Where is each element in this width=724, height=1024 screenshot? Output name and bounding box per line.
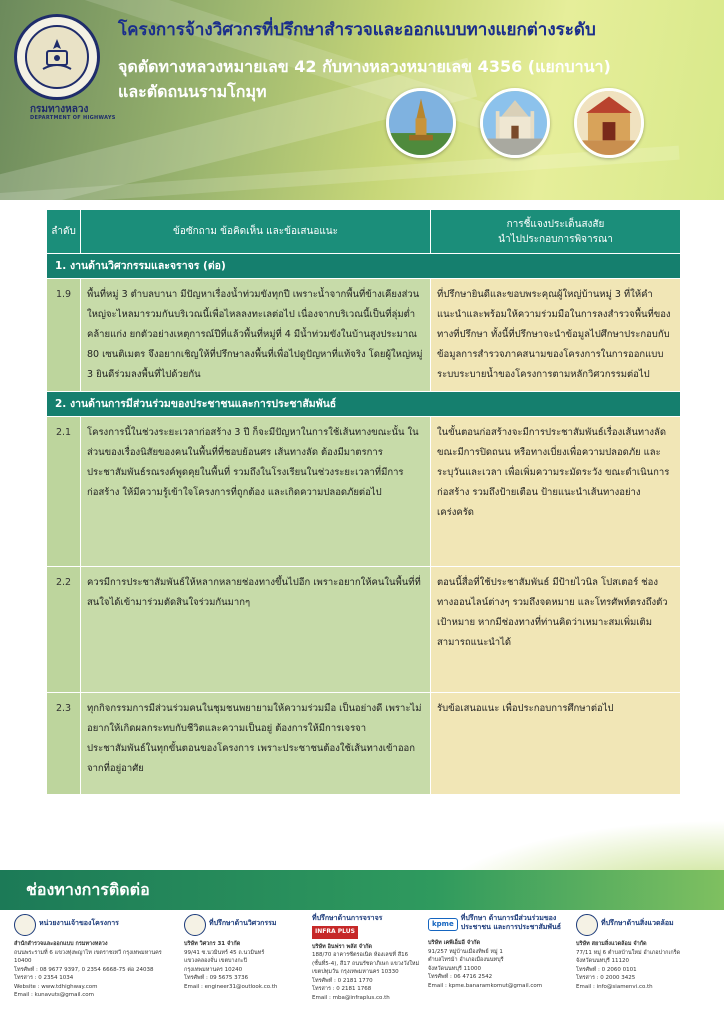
contact-title: ช่องทางการติดต่อ (26, 880, 150, 899)
agency-heading: หน่วยงานเจ้าของโครงการ (39, 919, 119, 927)
agency-name: บริษัท วิศวกร 31 จำกัด (184, 941, 241, 947)
table-row (47, 693, 681, 795)
infraplus-logo: INFRA PLUS (312, 926, 358, 939)
department-name-thai: กรมทางหลวง (30, 104, 89, 115)
company-seal-icon (184, 914, 206, 936)
agency-address: ตำบลไทรม้า อำเภอเมืองนนทบุรี (428, 957, 504, 963)
header-answer-line1: การชี้แจงประเด็นสงสัย (506, 218, 605, 230)
table-row (47, 279, 681, 392)
row-answer: ในขั้นตอนก่อสร้างจะมีการประชาสัมพันธ์เรื่องเส้นทางลัด ขณะมีการปิดถนน หรือทางเบี่ยงเพื่อความปลอดภัย และระบุวันและเวลา เพื่อเพิ่มความระมัดระวัง ขณะดำเนินการก่อสร้าง รวมถึงป้ายเตือน ป้ายแนะนำเส้นทางอย่างเคร่งครัด (431, 417, 681, 567)
header-question: ข้อซักถาม ข้อคิดเห็น และข้อเสนอแนะ (81, 210, 431, 254)
row-question: ควรมีการประชาสัมพันธ์ให้หลากหลายช่องทางขึ้นไปอีก เพราะอยากให้คนในพื้นที่ที่สนใจได้เข้ามาร่วมตัดสินใจร่วมกันมากๆ (81, 567, 431, 693)
agency-address: ถนนพระรามที่ 6 แขวงทุ่งพญาไท เขตราชเทวี กรุงเทพมหานคร 10400 (14, 949, 162, 964)
section-title: 1. งานด้านวิศวกรรมและจราจร (ต่อ) (47, 254, 681, 279)
qa-table (46, 209, 681, 795)
kpme-logo: kpme (428, 918, 458, 931)
project-subtitle-line2: และตัดถนนรามโกมุท (118, 82, 267, 101)
agency-heading: ที่ปรึกษา ด้านการมีส่วนร่วมของประชาชน และการประชาสัมพันธ์ (460, 914, 562, 931)
agency-address: แขวงคลองจั่น เขตบางกะปิ (184, 958, 248, 964)
agency-address: (ชั้นที่5-4), สี17 ถนนรัชดาภิเษก แขวงวังใหม่ (312, 960, 420, 967)
temple-photo-3 (574, 88, 644, 158)
agency-fax: โทรสาร : 0 2000 3425 (576, 975, 636, 981)
contact-area (0, 910, 724, 1024)
section-title: 2. งานด้านการมีส่วนร่วมของประชาชนและการประชาสัมพันธ์ (47, 392, 681, 417)
agency-address: กรุงเทพมหานคร 10240 (184, 966, 243, 973)
agency-fax: โทรสาร : 0 2354 1034 (14, 975, 74, 981)
row-question: พื้นที่หมู่ 3 ตำบลบานา มีปัญหาเรื่องน้ำท่วมขังทุกปี เพราะน้ำจากพื้นที่ข้างเคียงส่วนใหญ่จะไหลมารวมกันบริเวณนี้เพื่อไหลลงทะเลต่อไป เนื่องจากบริเวณนี้เป็นที่ลุ่มต่ำคล้ายแก่ง ยกตัวอย่างเหตุการณ์ปีที่แล้วพื้นที่หมู่ที่ 4 มีน้ำท่วมขังในบ้านสูงประมาณ 80 เซนติเมตร จึงอยากเชิญให้ที่ปรึกษาลงพื้นที่เพื่อไปดูปัญหาที่แท้จริง โดยผู้ใหญ่หมู่ 3 ยินดีร่วมลงพื้นที่ไปด้วยกัน (81, 279, 431, 392)
qa-table-wrapper (46, 209, 680, 795)
agency-environment (576, 914, 716, 991)
row-answer: รับข้อเสนอแนะ เพื่อประกอบการศึกษาต่อไป (431, 693, 681, 795)
agency-website[interactable]: Website : www.tdhighway.com (14, 983, 98, 990)
agency-email[interactable]: Email : engineer31@outlook.co.th (184, 983, 278, 990)
agency-engineering (184, 914, 304, 991)
agency-phone: โทรศัพท์ : 09 5675 3736 (184, 975, 249, 981)
agency-name: บริษัท สยามสิ่งแวดล้อม จำกัด (576, 941, 647, 947)
section-row (47, 392, 681, 417)
agency-owner (14, 914, 174, 1000)
section-row (47, 254, 681, 279)
row-question: โครงการนี้ในช่วงระยะเวลาก่อสร้าง 3 ปี ก็จะมีปัญหาในการใช้เส้นทางขณะนั้น ในส่วนของเรื่องนิสัยของคนในพื้นที่ที่ชอบย้อนศร เส้นทางลัด ต้องมีมาตรการประชาสัมพันธ์รณรงค์พูดคุยในพื้นที่ รวมถึงในโรงเรียนในช่วงระยะเวลาที่มีการก่อสร้าง ให้มีความรู้เข้าใจโครงการที่ถูกต้อง และเกิดความปลอดภัยต่อไป (81, 417, 431, 567)
row-answer: ที่ปรึกษายินดีและขอบพระคุณผู้ใหญ่บ้านหมู่ 3 ที่ให้คำแนะนำและพร้อมให้ความร่วมมือในการลงสำรวจพื้นที่ของทางที่ปรึกษา ทั้งนี้ที่ปรึกษาจะนำข้อมูลไปศึกษาประกอบกับข้อมูลการสำรวจภาคสนามของโครงการในการออกแบบระบบระบายน้ำของโครงการตามหลักวิศวกรรมต่อไป (431, 279, 681, 392)
temple-photo-2 (480, 88, 550, 158)
table-row (47, 567, 681, 693)
row-answer: ตอนนี้สื่อที่ใช้ประชาสัมพันธ์ มีป้ายไวนิล โปสเตอร์ ช่องทางออนไลน์ต่างๆ รวมถึงจดหมาย และโทรศัพท์ตรงถึงตัวเป้าหมาย หากมีช่องทางที่ท่านคิดว่าเหมาะสมเพิ่มเติม สามารถแนะนำได้ (431, 567, 681, 693)
agency-email[interactable]: Email : kunavuts@gmail.com (14, 992, 94, 998)
agency-phone: โทรศัพท์ : 0 2181 1770 (312, 977, 373, 984)
agency-traffic (312, 914, 422, 1002)
agency-email[interactable]: Email : info@siamenvi.co.th (576, 983, 653, 990)
agency-heading: ที่ปรึกษาด้านวิศวกรรม (209, 919, 277, 927)
header-no: ลำดับ (47, 210, 81, 254)
agency-name: บริษัท อินฟรา พลัส จำกัด (312, 943, 373, 950)
agency-phone: โทรศัพท์ : 08 9677 9397, 0 2354 6668-75 ต่อ 24038 (14, 966, 154, 973)
row-number: 2.1 (47, 417, 81, 567)
agency-address: 77/11 หมู่ 6 ตำบลบ้านใหม่ อำเภอปากเกร็ด (576, 949, 681, 956)
project-subtitle-line1: จุดตัดทางหลวงหมายเลข 42 กับทางหลวงหมายเลข 4356 (แยกบานา) (118, 57, 611, 76)
agency-name: สำนักสำรวจและออกแบบ กรมทางหลวง (14, 941, 108, 947)
agency-public-participation (428, 914, 568, 990)
header-answer (431, 210, 681, 254)
seal-icon (25, 25, 89, 89)
contact-bar (0, 870, 724, 910)
temple-photo-1 (386, 88, 456, 158)
agency-address: 188/70 อาคารซีตรอเนิต ห้องเลขที่ สี16 (312, 952, 409, 958)
table-header-row (47, 210, 681, 254)
agency-phone: โทรศัพท์ : 0 2060 0101 (576, 966, 637, 973)
agency-email[interactable]: Email : kpme.banaramkomut@gmail.com (428, 982, 543, 989)
seco-logo-icon (576, 914, 598, 936)
agency-address: เขตปทุมวัน กรุงเทพมหานคร 10330 (312, 969, 399, 975)
agency-name: บริษัท เคพีเอ็มอี จำกัด (428, 940, 481, 946)
agency-email[interactable]: Email : mba@infraplus.co.th (312, 994, 390, 1001)
header-banner (0, 0, 724, 200)
agency-fax: โทรสาร : 0 2181 1768 (312, 986, 372, 992)
department-seal-icon (14, 914, 36, 936)
row-number: 2.2 (47, 567, 81, 693)
agency-address: จังหวัดนนทบุรี 11000 (428, 965, 482, 972)
department-logo (14, 14, 100, 100)
header-answer-line2: นำไปประกอบการพิจารณา (498, 233, 613, 245)
project-title: โครงการจ้างวิศวกรที่ปรึกษาสำรวจและออกแบบทางแยกต่างระดับ (118, 20, 596, 40)
table-row (47, 417, 681, 567)
row-question: ทุกกิจกรรมการมีส่วนร่วมคนในชุมชนพยายามให้ความร่วมมือ เป็นอย่างดี เพราะไม่อยากให้เกิดผลกระทบกับชีวิตและความเป็นอยู่ ต้องการให้มีการเจรจาประชาสัมพันธ์ในทุกขั้นตอนของโครงการ เพราะประชาชนต้องใช้เส้นทางเข้าออก จากที่อยู่อาศัย (81, 693, 431, 795)
agency-address: จังหวัดนนทบุรี 11120 (576, 958, 630, 964)
agency-heading: ที่ปรึกษาด้านการจราจร (312, 914, 383, 922)
agency-address: 99/41 ซ.นวมินทร์ 45 ถ.นวมินทร์ (184, 949, 265, 956)
agency-heading: ที่ปรึกษาด้านสิ่งแวดล้อม (601, 919, 674, 927)
agency-phone: โทรศัพท์ : 06 4716 2542 (428, 974, 493, 980)
row-number: 2.3 (47, 693, 81, 795)
department-name-english: DEPARTMENT OF HIGHWAYS (30, 115, 116, 121)
row-number: 1.9 (47, 279, 81, 392)
agency-address: 91/257 หมู่บ้านเมืองทิพย์ หมู่ 1 (428, 948, 503, 955)
